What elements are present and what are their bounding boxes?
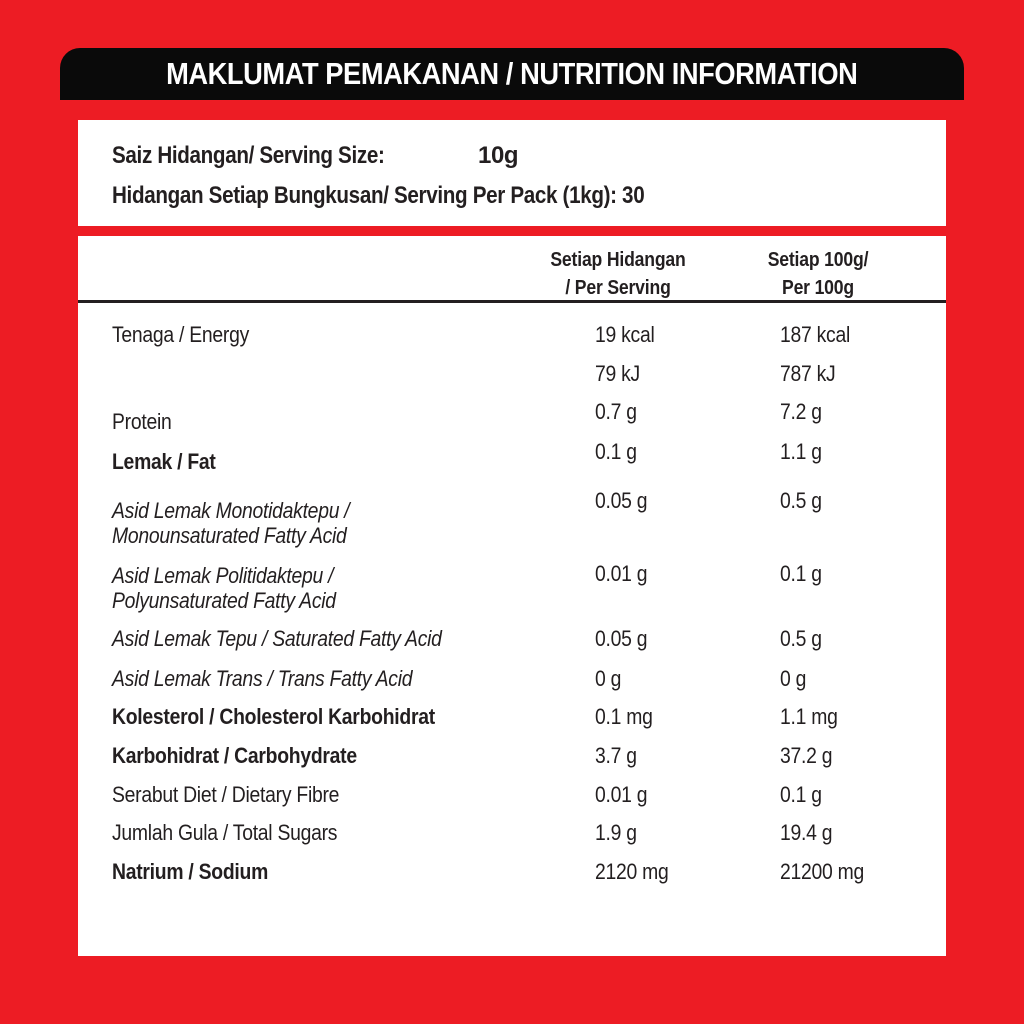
- nutrition-table: [78, 236, 946, 956]
- column-header-per-100g: [739, 246, 897, 302]
- nutrient-name-line2: Monounsaturated Fatty Acid: [112, 523, 347, 548]
- value-per-100g: 0.1 g: [780, 782, 822, 807]
- value-per-serving: 3.7 g: [595, 743, 637, 768]
- value-per-serving: 0.1 mg: [595, 704, 653, 729]
- serving-info-panel: [78, 120, 946, 226]
- nutrient-name: Tenaga / Energy: [112, 322, 250, 347]
- nutrient-name: Asid Lemak Tepu / Saturated Fatty Acid: [112, 626, 442, 651]
- column-header-per-serving: [539, 246, 697, 302]
- value-per-serving: 79 kJ: [595, 361, 640, 386]
- nutrient-name: Asid Lemak Trans / Trans Fatty Acid: [112, 666, 413, 691]
- header-divider: [78, 300, 946, 303]
- value-per-100g: 19.4 g: [780, 820, 833, 845]
- value-per-100g: 37.2 g: [780, 743, 833, 768]
- value-per-serving: 0.1 g: [595, 439, 637, 464]
- nutrient-name: Lemak / Fat: [112, 449, 216, 474]
- value-per-serving: 19 kcal: [595, 322, 655, 347]
- nutrient-name: Jumlah Gula / Total Sugars: [112, 820, 338, 845]
- nutrient-name: Serabut Diet / Dietary Fibre: [112, 782, 340, 807]
- value-per-serving: 0.01 g: [595, 782, 648, 807]
- title-bar: [60, 48, 964, 100]
- value-per-100g: 1.1 mg: [780, 704, 838, 729]
- value-per-100g: 1.1 g: [780, 439, 822, 464]
- value-per-serving: 0.7 g: [595, 399, 637, 424]
- value-per-100g: 0 g: [780, 666, 807, 691]
- serving-size-label: Saiz Hidangan/ Serving Size:: [112, 142, 385, 169]
- column-header-per-100g-line2: Per 100g: [782, 277, 854, 299]
- column-header-per-serving-line2: / Per Serving: [565, 277, 671, 299]
- value-per-serving: 0.05 g: [595, 626, 648, 651]
- value-per-100g: 0.5 g: [780, 626, 822, 651]
- nutrient-name: Protein: [112, 409, 172, 434]
- value-per-serving: 1.9 g: [595, 820, 637, 845]
- value-per-100g: 187 kcal: [780, 322, 851, 347]
- value-per-serving: 2120 mg: [595, 859, 669, 884]
- value-per-100g: 787 kJ: [780, 361, 836, 386]
- value-per-100g: 0.1 g: [780, 561, 822, 586]
- value-per-serving: 0 g: [595, 666, 622, 691]
- value-per-100g: 0.5 g: [780, 488, 822, 513]
- nutrient-name-line1: Asid Lemak Monotidaktepu /: [112, 498, 350, 523]
- nutrient-name: Karbohidrat / Carbohydrate: [112, 743, 357, 768]
- value-per-serving: 0.05 g: [595, 488, 648, 513]
- value-per-100g: 21200 mg: [780, 859, 864, 884]
- value-per-serving: 0.01 g: [595, 561, 648, 586]
- servings-per-pack: Hidangan Setiap Bungkusan/ Serving Per Pack (1kg): 30: [112, 182, 645, 209]
- nutrient-name-line1: Asid Lemak Politidaktepu /: [112, 563, 334, 588]
- column-header-per-100g-line1: Setiap 100g/: [767, 249, 869, 271]
- value-per-100g: 7.2 g: [780, 399, 822, 424]
- nutrient-name: Natrium / Sodium: [112, 859, 269, 884]
- nutrient-name-line2: Polyunsaturated Fatty Acid: [112, 588, 336, 613]
- serving-size-value: 10g: [478, 142, 519, 169]
- page-title: MAKLUMAT PEMAKANAN / NUTRITION INFORMATION: [166, 56, 858, 91]
- nutrient-name: Kolesterol / Cholesterol Karbohidrat: [112, 704, 435, 729]
- column-header-per-serving-line1: Setiap Hidangan: [550, 249, 686, 271]
